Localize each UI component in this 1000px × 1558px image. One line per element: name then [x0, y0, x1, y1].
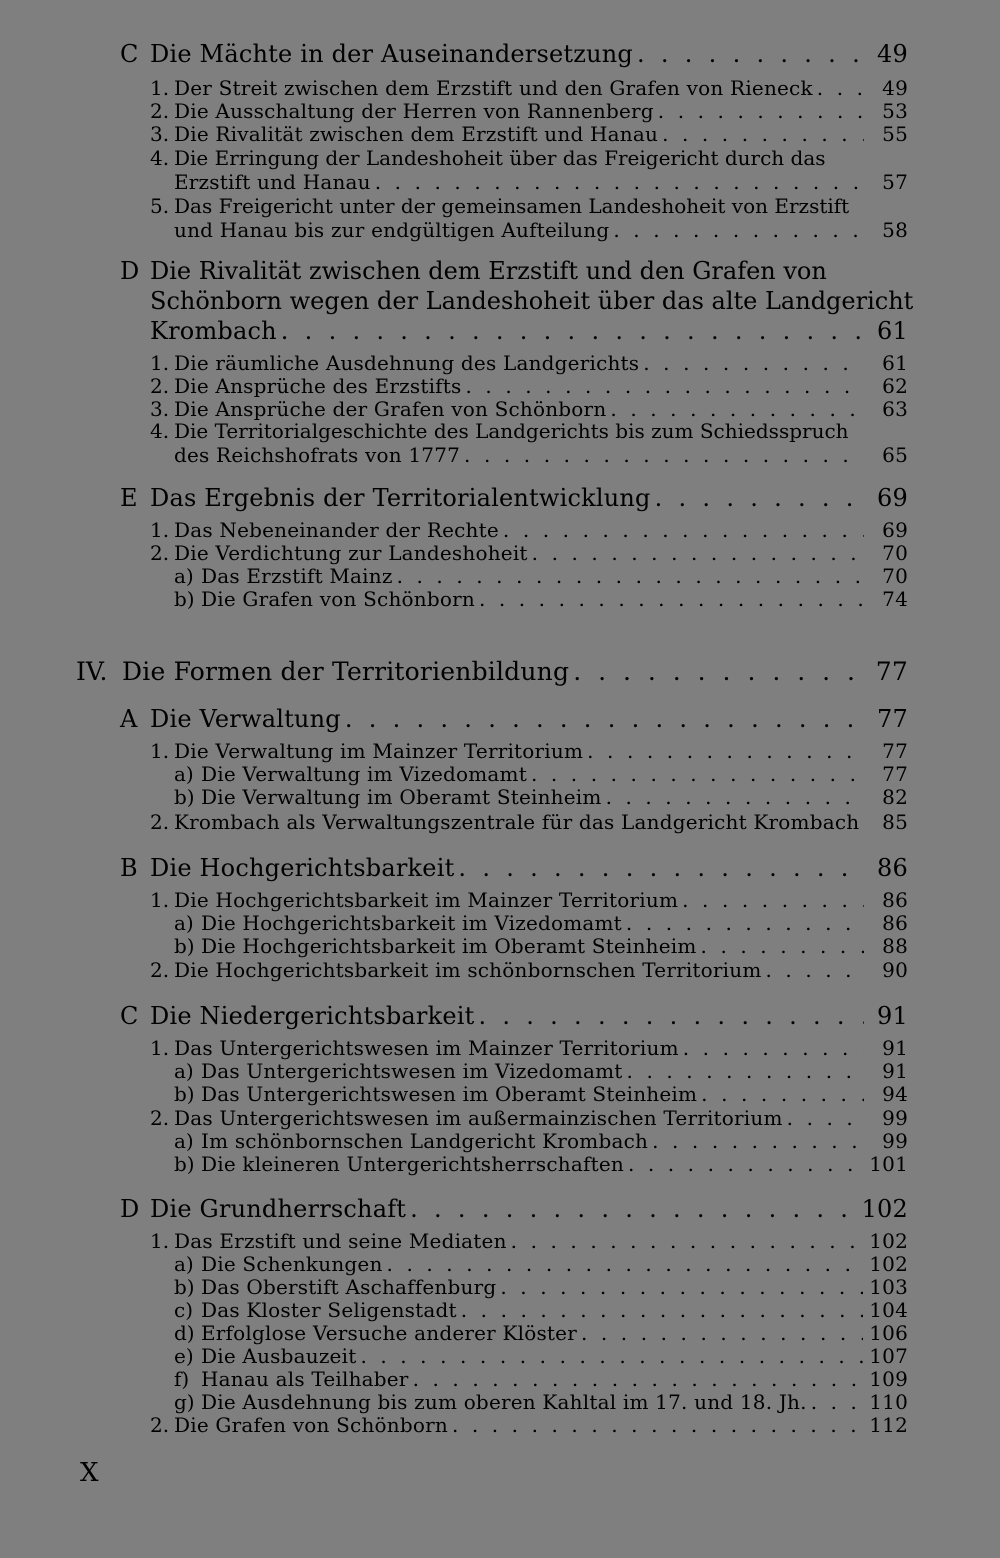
toc-entry-label: Die Grafen von Schönborn — [201, 587, 475, 611]
toc-entry-label: Die Formen der Territorienbildung — [122, 657, 570, 686]
toc-entry[interactable] — [174, 374, 908, 398]
toc-entry[interactable] — [174, 99, 908, 123]
toc-entry-number: D — [120, 257, 140, 285]
toc-entry[interactable] — [201, 587, 908, 611]
toc-dot-leader — [413, 1367, 864, 1391]
toc-page-number: 65 — [882, 443, 908, 467]
toc-dot-leader — [863, 810, 864, 834]
toc-entry-label: Der Streit zwischen dem Erzstift und den Grafen von Rieneck — [174, 76, 813, 100]
toc-entry-number: 2. — [150, 810, 170, 834]
toc-entry-label: des Reichshofrats von 1777 — [174, 443, 461, 467]
toc-entry-number: c) — [174, 1298, 194, 1322]
toc-entry-number: 1. — [150, 1036, 170, 1060]
toc-entry[interactable] — [201, 1152, 908, 1176]
toc-entry-label: Die Ausbauzeit — [201, 1344, 357, 1368]
toc-entry-label: Die Grundherrschaft — [150, 1195, 407, 1223]
toc-entry-label: Das Ergebnis der Territorialentwicklung — [150, 484, 651, 512]
toc-page-number: 61 — [877, 317, 908, 345]
toc-entry-label: und Hanau bis zur endgültigen Aufteilung — [174, 218, 610, 242]
toc-entry-number: b) — [174, 785, 195, 809]
toc-entry[interactable] — [174, 1036, 908, 1060]
toc-entry[interactable] — [174, 888, 908, 912]
toc-entry-number: a) — [174, 762, 194, 786]
toc-page-number: 90 — [882, 958, 908, 982]
toc-entry-number: g) — [174, 1390, 195, 1414]
toc-entry-number: A — [120, 705, 138, 733]
toc-page-number: 86 — [877, 854, 908, 882]
toc-entry[interactable] — [174, 958, 908, 982]
toc-page-number: 112 — [869, 1413, 908, 1437]
toc-entry[interactable] — [150, 854, 908, 882]
toc-entry-label: Die Erringung der Landeshoheit über das Freigericht durch das — [174, 146, 826, 170]
toc-entry-label: Die kleineren Untergerichtsherrschaften — [201, 1152, 624, 1176]
toc-entry-number: 1. — [150, 1229, 170, 1253]
toc-page-number: 77 — [882, 739, 908, 763]
toc-entry[interactable] — [174, 351, 908, 375]
toc-dot-leader — [503, 518, 864, 542]
toc-entry-number: a) — [174, 1129, 194, 1153]
toc-dot-leader — [581, 1321, 863, 1345]
toc-entry-number: 2. — [150, 374, 170, 398]
toc-entry[interactable] — [174, 443, 908, 467]
toc-entry-label: Die Ausdehnung bis zum oberen Kahltal im 17. und 18. Jh. — [201, 1390, 807, 1414]
toc-entry-number: B — [120, 854, 138, 882]
toc-entry[interactable] — [201, 911, 908, 935]
toc-entry-label: Die Schenkungen — [201, 1252, 383, 1276]
toc-entry-label: Krombach — [150, 317, 277, 345]
toc-page-number: 94 — [882, 1082, 908, 1106]
toc-page-number: 109 — [869, 1367, 908, 1391]
toc-entry[interactable] — [174, 76, 908, 100]
toc-entry-number: b) — [174, 934, 195, 958]
toc-dot-leader — [811, 1390, 864, 1414]
toc-entry[interactable] — [201, 1059, 908, 1083]
toc-page-number: 61 — [882, 351, 908, 375]
toc-entry-label: Die Hochgerichtsbarkeit im schönbornschen Territorium — [174, 958, 762, 982]
toc-entry-label: Erfolglose Versuche anderer Klöster — [201, 1321, 577, 1345]
toc-dot-leader — [627, 1059, 864, 1083]
toc-dot-leader — [610, 397, 864, 421]
toc-entry-number: a) — [174, 911, 194, 935]
toc-entry[interactable] — [174, 170, 908, 194]
toc-entry[interactable] — [174, 218, 908, 242]
toc-entry-label: Die Niedergerichtsbarkeit — [150, 1002, 475, 1030]
toc-page-number: 63 — [882, 397, 908, 421]
toc-entry-label: Die Hochgerichtsbarkeit im Vizedomamt — [201, 911, 622, 935]
toc-entry[interactable] — [174, 541, 908, 565]
toc-entry-label: Das Oberstift Aschaffenburg — [201, 1275, 497, 1299]
toc-entry[interactable] — [201, 1298, 908, 1322]
toc-entry-number: b) — [174, 1152, 195, 1176]
toc-dot-leader — [683, 1036, 864, 1060]
toc-page-number: 110 — [869, 1390, 908, 1414]
toc-page-number: 82 — [882, 785, 908, 809]
toc-entry[interactable] — [174, 739, 908, 763]
toc-entry-number: a) — [174, 564, 194, 588]
toc-page-number: 70 — [882, 564, 908, 588]
toc-entry-label: Das Erzstift und seine Mediaten — [174, 1229, 507, 1253]
toc-dot-leader — [787, 1106, 864, 1130]
toc-dot-leader — [397, 564, 864, 588]
toc-dot-leader — [375, 170, 864, 194]
page-folio: X — [80, 1458, 99, 1488]
toc-entry-number: D — [120, 1195, 140, 1223]
toc-entry-label: Die Ansprüche des Erzstifts — [174, 374, 462, 398]
toc-page-number: 53 — [882, 99, 908, 123]
toc-page-number: 62 — [882, 374, 908, 398]
toc-page-number: 86 — [882, 888, 908, 912]
toc-entry[interactable] — [150, 1002, 908, 1030]
toc-dot-leader — [479, 587, 864, 611]
toc-page-number: 88 — [882, 934, 908, 958]
toc-page-number: 91 — [877, 1002, 908, 1030]
toc-page-number: 104 — [869, 1298, 908, 1322]
toc-page-number: 102 — [869, 1229, 908, 1253]
toc-dot-leader — [626, 911, 864, 935]
toc-entry-number: 2. — [150, 541, 170, 565]
toc-page-number: 55 — [882, 122, 908, 146]
toc-dot-leader — [628, 1152, 863, 1176]
toc-page-number: 57 — [882, 170, 908, 194]
toc-dot-leader — [532, 541, 864, 565]
toc-page-number: 77 — [875, 657, 908, 686]
toc-entry[interactable] — [201, 1344, 908, 1368]
toc-dot-leader — [655, 484, 864, 512]
toc-entry-number: e) — [174, 1344, 194, 1368]
toc-page-number: 69 — [882, 518, 908, 542]
toc-entry[interactable] — [201, 1082, 908, 1106]
toc-page-number: 49 — [882, 76, 908, 100]
toc-dot-leader — [410, 1195, 855, 1223]
toc-entry-number: 2. — [150, 958, 170, 982]
toc-entry-label: Das Freigericht unter der gemeinsamen Landeshoheit von Erzstift — [174, 194, 850, 218]
toc-dot-leader — [466, 374, 865, 398]
toc-entry[interactable] — [174, 397, 908, 421]
toc-entry-number: 2. — [150, 1413, 170, 1437]
toc-entry-label: Die Grafen von Schönborn — [174, 1413, 448, 1437]
toc-entry-label-continued: Schönborn wegen der Landeshoheit über das alte Landgericht — [150, 287, 914, 315]
toc-dot-leader — [613, 218, 864, 242]
toc-entry-label: Das Nebeneinander der Rechte — [174, 518, 499, 542]
toc-entry-label: Die Hochgerichtsbarkeit — [150, 854, 455, 882]
toc-page-number: 99 — [882, 1106, 908, 1130]
toc-page-number: 86 — [882, 911, 908, 935]
toc-entry-label: Die Ansprüche der Grafen von Schönborn — [174, 397, 607, 421]
toc-dot-leader — [701, 1082, 864, 1106]
toc-page-number: 74 — [882, 587, 908, 611]
toc-dot-leader — [281, 317, 864, 345]
toc-dot-leader — [606, 785, 864, 809]
toc-entry-label: Die Verwaltung — [150, 705, 341, 733]
toc-entry-label: Die Verdichtung zur Landeshoheit — [174, 541, 528, 565]
toc-dot-leader — [637, 40, 864, 68]
toc-entry[interactable] — [201, 1321, 908, 1345]
toc-entry-label: Krombach als Verwaltungszentrale für das Landgericht Krombach — [174, 810, 860, 834]
toc-entry-label: Die Verwaltung im Mainzer Territorium — [174, 739, 584, 763]
toc-entry-number: f) — [174, 1367, 190, 1391]
toc-entry-label: Die Hochgerichtsbarkeit im Oberamt Steinheim — [201, 934, 697, 958]
toc-dot-leader — [500, 1275, 863, 1299]
toc-entry[interactable] — [150, 40, 908, 68]
toc-entry-number: a) — [174, 1252, 194, 1276]
toc-dot-leader — [662, 122, 864, 146]
toc-entry-number: 5. — [150, 194, 170, 218]
toc-dot-leader — [682, 888, 864, 912]
toc-entry-label: Die Hochgerichtsbarkeit im Mainzer Territorium — [174, 888, 679, 912]
toc-entry-label: Die Territorialgeschichte des Landgerichts bis zum Schiedsspruch — [174, 419, 849, 443]
toc-entry-label: Die Rivalität zwischen dem Erzstift und Hanau — [174, 122, 659, 146]
toc-page-number: 70 — [882, 541, 908, 565]
toc-entry-label: Das Untergerichtswesen im Oberamt Steinheim — [201, 1082, 698, 1106]
toc-entry-label: Das Untergerichtswesen im Vizedomamt — [201, 1059, 623, 1083]
toc-entry-number: C — [120, 1002, 139, 1030]
toc-entry-label: Die Verwaltung im Oberamt Steinheim — [201, 785, 602, 809]
toc-entry-label: Die Mächte in der Auseinandersetzung — [150, 40, 633, 68]
toc-entry-number: 1. — [150, 351, 170, 375]
toc-dot-leader — [360, 1344, 863, 1368]
toc-dot-leader — [511, 1229, 864, 1253]
toc-entry-number: 3. — [150, 122, 170, 146]
toc-dot-leader — [587, 739, 864, 763]
toc-dot-leader — [345, 705, 864, 733]
toc-page-number: 99 — [882, 1129, 908, 1153]
toc-dot-leader — [658, 99, 864, 123]
toc-entry-label: Erzstift und Hanau — [174, 170, 371, 194]
toc-page-number: 77 — [882, 762, 908, 786]
toc-entry[interactable] — [201, 762, 908, 786]
toc-dot-leader — [458, 854, 864, 882]
toc-entry-label: Die Ausschaltung der Herren von Rannenberg — [174, 99, 654, 123]
toc-entry[interactable] — [201, 785, 908, 809]
toc-entry-label: Die Rivalität zwischen dem Erzstift und den Grafen von — [150, 257, 827, 285]
toc-entry-number: E — [120, 484, 138, 512]
toc-page-number: 103 — [869, 1275, 908, 1299]
toc-entry-label: Die räumliche Ausdehnung des Landgerichts — [174, 351, 640, 375]
toc-dot-leader — [461, 1298, 863, 1322]
toc-entry[interactable] — [150, 317, 908, 345]
toc-dot-leader — [478, 1002, 864, 1030]
toc-page-number: 85 — [882, 810, 908, 834]
toc-entry[interactable] — [174, 810, 908, 834]
toc-entry-label: Das Untergerichtswesen im Mainzer Territorium — [174, 1036, 679, 1060]
toc-entry[interactable] — [201, 1390, 908, 1414]
toc-page-number: 49 — [877, 40, 908, 68]
toc-entry-number: IV. — [76, 657, 108, 686]
toc-entry[interactable] — [150, 484, 908, 512]
toc-dot-leader — [652, 1129, 864, 1153]
toc-entry-number: 1. — [150, 76, 170, 100]
toc-entry[interactable] — [201, 934, 908, 958]
toc-page-number: 91 — [882, 1059, 908, 1083]
toc-dot-leader — [452, 1413, 863, 1437]
toc-entry-number: 1. — [150, 739, 170, 763]
toc-dot-leader — [643, 351, 864, 375]
toc-entry[interactable] — [174, 122, 908, 146]
toc-entry-number: 1. — [150, 518, 170, 542]
toc-entry-number: 3. — [150, 397, 170, 421]
toc-dot-leader — [817, 76, 864, 100]
toc-entry[interactable] — [174, 518, 908, 542]
toc-dot-leader — [766, 958, 864, 982]
toc-entry[interactable] — [201, 1129, 908, 1153]
toc-entry-number: 2. — [150, 1106, 170, 1130]
toc-page-number: 91 — [882, 1036, 908, 1060]
toc-entry-number: C — [120, 40, 139, 68]
toc-entry[interactable] — [174, 1106, 908, 1130]
toc-dot-leader — [573, 657, 864, 686]
toc-entry-label: Im schönbornschen Landgericht Krombach — [201, 1129, 649, 1153]
toc-entry[interactable] — [122, 657, 908, 686]
toc-entry-number: b) — [174, 1275, 195, 1299]
toc-page-number: 101 — [869, 1152, 908, 1176]
toc-dot-leader — [464, 443, 864, 467]
toc-entry[interactable] — [150, 705, 908, 733]
toc-entry-number: a) — [174, 1059, 194, 1083]
toc-entry-number: 2. — [150, 99, 170, 123]
toc-dot-leader — [531, 762, 864, 786]
toc-entry-label: Hanau als Teilhaber — [201, 1367, 409, 1391]
toc-entry-number: b) — [174, 587, 195, 611]
toc-dot-leader — [387, 1252, 864, 1276]
toc-entry[interactable] — [174, 1229, 908, 1253]
toc-page-number: 107 — [869, 1344, 908, 1368]
toc-page-number: 77 — [877, 705, 908, 733]
toc-entry[interactable] — [201, 1252, 908, 1276]
toc-entry-label: Das Untergerichtswesen im außermainzischen Territorium — [174, 1106, 783, 1130]
toc-entry[interactable] — [201, 564, 908, 588]
toc-entry[interactable] — [150, 1195, 908, 1223]
toc-page-number: 102 — [861, 1195, 908, 1223]
toc-page-number: 58 — [882, 218, 908, 242]
toc-entry-label: Das Kloster Seligenstadt — [201, 1298, 457, 1322]
toc-entry-number: b) — [174, 1082, 195, 1106]
toc-entry[interactable] — [201, 1275, 908, 1299]
toc-entry-number: 1. — [150, 888, 170, 912]
toc-entry[interactable] — [201, 1367, 908, 1391]
toc-entry[interactable] — [174, 1413, 908, 1437]
toc-page-number: 102 — [869, 1252, 908, 1276]
toc-entry-label: Die Verwaltung im Vizedomamt — [201, 762, 527, 786]
toc-entry-number: d) — [174, 1321, 195, 1345]
toc-entry-number: 4. — [150, 146, 170, 170]
toc-dot-leader — [701, 934, 864, 958]
toc-page-number: 106 — [869, 1321, 908, 1345]
toc-entry-label: Das Erzstift Mainz — [201, 564, 393, 588]
toc-entry-number: 4. — [150, 419, 170, 443]
toc-page-number: 69 — [877, 484, 908, 512]
